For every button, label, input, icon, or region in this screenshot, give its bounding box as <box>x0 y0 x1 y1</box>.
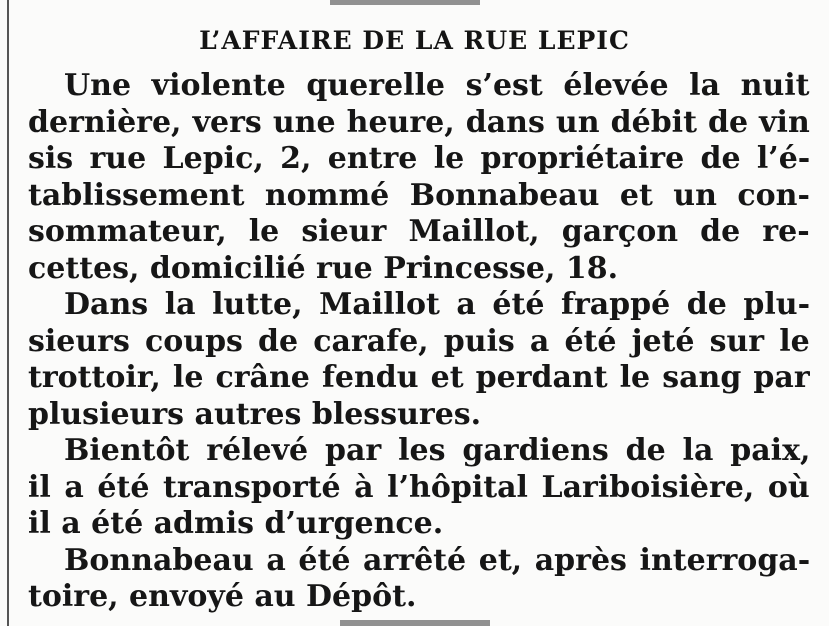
text-line: cettes, domicilié rue Princesse, 18. <box>28 250 619 286</box>
text-line: Une violente querelle s’est élevée la nuit <box>64 68 810 103</box>
column-rule <box>7 0 9 626</box>
text-line: plusieurs autres blessures. <box>28 396 482 432</box>
text-line: Dans la lutte, Maillot a été frappé de plu- <box>64 287 811 322</box>
text-line: sommateur, le sieur Maillot, garçon de re- <box>28 214 810 249</box>
paragraph-4 <box>28 543 810 616</box>
bottom-cut-fragment <box>340 620 490 626</box>
text-line: sis rue Lepic, 2, entre le propriétaire de l’é- <box>28 141 811 176</box>
text-line: sieurs coups de carafe, puis a été jeté sur le <box>28 323 810 359</box>
text-line: dernière, vers une heure, dans un débit de vin <box>28 104 810 140</box>
text-line: tablissement nommé Bonnabeau et un con- <box>28 177 810 213</box>
paragraph-1 <box>28 68 810 287</box>
paragraph-3 <box>28 433 810 543</box>
text-line: il a été transporté à l’hôpital Lariboisière, où <box>28 469 810 505</box>
article-body <box>28 68 810 616</box>
text-line: toire, envoyé au Dépôt. <box>28 579 417 614</box>
text-line: trottoir, le crâne fendu et perdant le sang par <box>28 360 810 395</box>
paragraph-2 <box>28 287 810 433</box>
article-headline: L’AFFAIRE DE LA RUE LEPIC <box>199 26 630 55</box>
text-line: Bonnabeau a été arrêté et, après interroga- <box>64 542 811 578</box>
top-cut-fragment <box>330 0 480 5</box>
text-line: il a été admis d’urgence. <box>28 506 444 541</box>
text-line: Bientôt rélevé par les gardiens de la paix, <box>64 433 811 468</box>
